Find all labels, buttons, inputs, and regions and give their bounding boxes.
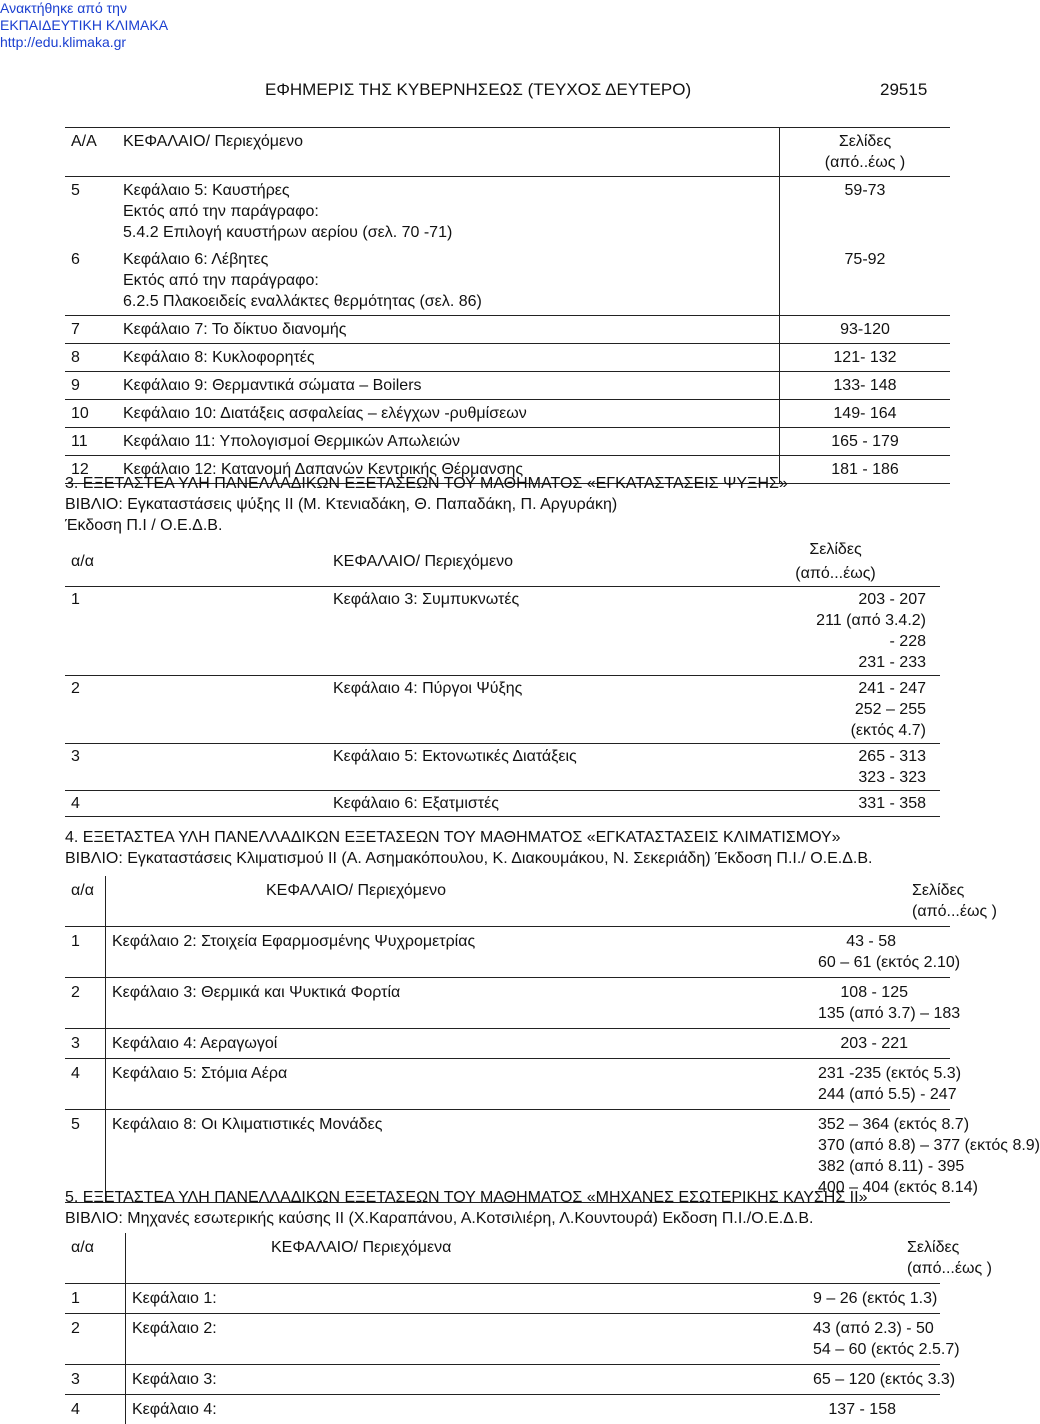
row-num: 2 xyxy=(65,676,327,744)
row-chapter: Κεφάλαιο 8: Κυκλοφορητές xyxy=(117,344,780,372)
row-chapter: Κεφάλαιο 8: Οι Κλιματιστικές Μονάδες xyxy=(106,1110,813,1203)
gazette-title: ΕΦΗΜΕΡΙΣ ΤΗΣ ΚΥΒΕΡΝΗΣΕΩΣ (ΤΕΥΧΟΣ ΔΕΥΤΕΡΟ) xyxy=(265,80,691,100)
row-chapter: Κεφάλαιο 6: Λέβητες Εκτός από την παράγραφο: 6.2.5 Πλακοειδείς εναλλάκτες θερμότητας (σελ. 86) xyxy=(117,246,780,316)
table-row xyxy=(65,676,940,744)
section-3-title: 3. ΕΞΕΤΑΣΤΕΑ ΥΛΗ ΠΑΝΕΛΛΑΔΙΚΩΝ ΕΞΕΤΑΣΕΩΝ ΤΟΥ ΜΑΘΗΜΑΤΟΣ «ΕΓΚΑΤΑΣΤΑΣΕΙΣ ΨΥΞΗΣ» ΒΙΒΛΙΟ: Εγκαταστάσεις ψύξης ΙΙ (Μ. Κτενιαδάκη, Θ. Παπαδάκη, Π. Αργυράκη) Έκδοση Π.Ι / Ο.Ε.Δ.Β. xyxy=(65,473,788,536)
row-chapter: Κεφάλαιο 2: xyxy=(126,1314,808,1365)
table-row xyxy=(65,344,950,372)
row-num: 10 xyxy=(65,400,117,428)
row-pages: 59-73 xyxy=(780,177,951,247)
table-row xyxy=(65,791,940,817)
refrigeration-syllabus-table xyxy=(65,537,940,817)
row-pages: 231 -235 (εκτός 5.3) 244 (από 5.5) - 247 xyxy=(812,1059,950,1110)
table-header-row xyxy=(65,537,940,587)
row-pages: 43 (από 2.3) - 50 54 – 60 (εκτός 2.5.7) xyxy=(807,1314,940,1365)
table-row xyxy=(65,927,950,978)
row-num: 2 xyxy=(65,978,106,1029)
row-num: 6 xyxy=(65,246,117,316)
row-pages: 352 – 364 (εκτός 8.7) 370 (από 8.8) – 377 (εκτός 8.9) 382 (από 8.11) - 395 400 – 404 (εκτός 8.14) xyxy=(812,1110,950,1203)
row-pages: 108 - 125 135 (από 3.7) – 183 xyxy=(812,978,950,1029)
table-header-row xyxy=(65,128,950,177)
watermark-link[interactable]: http://edu.klimaka.gr xyxy=(0,34,168,51)
header-chapter: ΚΕΦΑΛΑΙΟ/ Περιεχόμενα xyxy=(126,1233,808,1284)
row-num: 9 xyxy=(65,372,117,400)
row-pages: 241 - 247 252 – 255 (εκτός 4.7) xyxy=(739,676,940,744)
table-row xyxy=(65,372,950,400)
table-row xyxy=(65,316,950,344)
page-header xyxy=(0,80,960,104)
row-num: 4 xyxy=(65,791,327,817)
row-num: 1 xyxy=(65,927,106,978)
row-pages: 65 – 120 (εκτός 3.3) xyxy=(807,1365,940,1395)
table-row xyxy=(65,1365,940,1395)
heating-syllabus-table xyxy=(65,127,950,484)
header-pages: Σελίδες (από...έως ) xyxy=(812,876,950,927)
row-num: 3 xyxy=(65,1029,106,1059)
air-conditioning-syllabus-table xyxy=(65,876,950,1203)
source-watermark xyxy=(0,0,168,51)
header-pages: Σελίδες (από...έως) xyxy=(739,537,940,587)
section-4-title: 4. ΕΞΕΤΑΣΤΕΑ ΥΛΗ ΠΑΝΕΛΛΑΔΙΚΩΝ ΕΞΕΤΑΣΕΩΝ ΤΟΥ ΜΑΘΗΜΑΤΟΣ «ΕΓΚΑΤΑΣΤΑΣΕΙΣ ΚΛΙΜΑΤΙΣΜΟΥ» ΒΙΒΛΙΟ: Εγκαταστάσεις Κλιματισμού ΙΙ (Α. Ασημακόπουλου, Κ. Διακουμάκου, Ν. Σεκεριάδη) Έκδοση Π.Ι./ Ο.Ε.Δ.Β. xyxy=(65,827,872,869)
row-num: 1 xyxy=(65,1284,126,1314)
row-chapter: Κεφάλαιο 4: xyxy=(126,1395,808,1424)
table-row xyxy=(65,1284,940,1314)
header-chapter: ΚΕΦΑΛΑΙΟ/ Περιεχόμενο xyxy=(327,537,739,587)
row-pages: 75-92 xyxy=(780,246,951,316)
table-row xyxy=(65,428,950,456)
row-num: 12 xyxy=(65,456,117,484)
header-pages: Σελίδες (από..έως ) xyxy=(780,128,951,177)
row-chapter: Κεφάλαιο 12: Κατανομή Δαπανών Κεντρικής Θέρμανσης xyxy=(117,456,780,484)
row-chapter: Κεφάλαιο 9: Θερμαντικά σώματα – Boilers xyxy=(117,372,780,400)
header-num: α/α xyxy=(65,537,327,587)
row-pages: 121- 132 xyxy=(780,344,951,372)
row-chapter: Κεφάλαιο 5: Εκτονωτικές Διατάξεις xyxy=(327,744,739,791)
table-row xyxy=(65,744,940,791)
row-chapter: Κεφάλαιο 3: xyxy=(126,1365,808,1395)
header-pages: Σελίδες (από...έως ) xyxy=(807,1233,940,1284)
row-chapter: Κεφάλαιο 7: Το δίκτυο διανομής xyxy=(117,316,780,344)
row-num: 5 xyxy=(65,1110,106,1203)
table-row xyxy=(65,1395,940,1424)
table-row xyxy=(65,1314,940,1365)
row-num: 7 xyxy=(65,316,117,344)
table-header-row xyxy=(65,876,950,927)
row-num: 4 xyxy=(65,1059,106,1110)
row-chapter: Κεφάλαιο 11: Υπολογισμοί Θερμικών Απωλειών xyxy=(117,428,780,456)
header-chapter: ΚΕΦΑΛΑΙΟ/ Περιεχόμενο xyxy=(117,128,780,177)
row-num: 5 xyxy=(65,177,117,247)
row-chapter: Κεφάλαιο 1: xyxy=(126,1284,808,1314)
row-chapter: Κεφάλαιο 3: Συμπυκνωτές xyxy=(327,587,739,676)
row-chapter: Κεφάλαιο 4: Αεραγωγοί xyxy=(106,1029,813,1059)
watermark-line-2: ΕΚΠΑΙΔΕΥΤΙΚΗ ΚΛΙΜΑΚΑ xyxy=(0,17,168,34)
row-pages: 165 - 179 xyxy=(780,428,951,456)
table-row xyxy=(65,400,950,428)
table-row xyxy=(65,177,950,247)
row-chapter: Κεφάλαιο 2: Στοιχεία Εφαρμοσμένης Ψυχρομετρίας xyxy=(106,927,813,978)
row-pages: 203 - 221 xyxy=(812,1029,950,1059)
row-pages: 181 - 186 xyxy=(780,456,951,484)
row-pages: 331 - 358 xyxy=(739,791,940,817)
table-row xyxy=(65,1059,950,1110)
row-chapter: Κεφάλαιο 5: Καυστήρες Εκτός από την παράγραφο: 5.4.2 Επιλογή καυστήρων αερίου (σελ. 70 -71) xyxy=(117,177,780,247)
row-chapter: Κεφάλαιο 10: Διατάξεις ασφαλείας – ελέγχων -ρυθμίσεων xyxy=(117,400,780,428)
header-num: α/α xyxy=(65,1233,126,1284)
row-pages: 133- 148 xyxy=(780,372,951,400)
row-chapter: Κεφάλαιο 3: Θερμικά και Ψυκτικά Φορτία xyxy=(106,978,813,1029)
page-number: 29515 xyxy=(880,80,927,100)
table-row xyxy=(65,978,950,1029)
table-row xyxy=(65,587,940,676)
row-chapter: Κεφάλαιο 6: Εξατμιστές xyxy=(327,791,739,817)
header-chapter: ΚΕΦΑΛΑΙΟ/ Περιεχόμενο xyxy=(106,876,813,927)
row-pages: 9 – 26 (εκτός 1.3) xyxy=(807,1284,940,1314)
row-num: 2 xyxy=(65,1314,126,1365)
row-num: 4 xyxy=(65,1395,126,1424)
table-row xyxy=(65,1029,950,1059)
section-5-title: 5. ΕΞΕΤΑΣΤΕΑ ΥΛΗ ΠΑΝΕΛΛΑΔΙΚΩΝ ΕΞΕΤΑΣΕΩΝ ΤΟΥ ΜΑΘΗΜΑΤΟΣ «ΜΗΧΑΝΕΣ ΕΣΩΤΕΡΙΚΗΣ ΚΑΥΣΗΣ ΙΙ» ΒΙΒΛΙΟ: Μηχανές εσωτερικής καύσης ΙΙ (Χ.Καραπάνου, Α.Κοτσιλιέρη, Λ.Κουντουρά) Εκδοση Π.Ι./Ο.Ε.Δ.Β. xyxy=(65,1187,867,1229)
combustion-engines-syllabus-table xyxy=(65,1233,940,1424)
row-pages: 43 - 58 60 – 61 (εκτός 2.10) xyxy=(812,927,950,978)
row-chapter: Κεφάλαιο 5: Στόμια Αέρα xyxy=(106,1059,813,1110)
row-pages: 149- 164 xyxy=(780,400,951,428)
row-num: 1 xyxy=(65,587,327,676)
row-num: 3 xyxy=(65,744,327,791)
header-num: Α/Α xyxy=(65,128,117,177)
row-pages: 265 - 313 323 - 323 xyxy=(739,744,940,791)
row-num: 8 xyxy=(65,344,117,372)
watermark-line-1: Ανακτήθηκε από την xyxy=(0,0,168,17)
row-chapter: Κεφάλαιο 4: Πύργοι Ψύξης xyxy=(327,676,739,744)
row-pages: 93-120 xyxy=(780,316,951,344)
row-num: 3 xyxy=(65,1365,126,1395)
table-row xyxy=(65,246,950,316)
row-pages: 137 - 158 xyxy=(807,1395,940,1424)
row-pages: 203 - 207 211 (από 3.4.2) - 228 231 - 233 xyxy=(739,587,940,676)
row-num: 11 xyxy=(65,428,117,456)
header-num: α/α xyxy=(65,876,106,927)
table-header-row xyxy=(65,1233,940,1284)
